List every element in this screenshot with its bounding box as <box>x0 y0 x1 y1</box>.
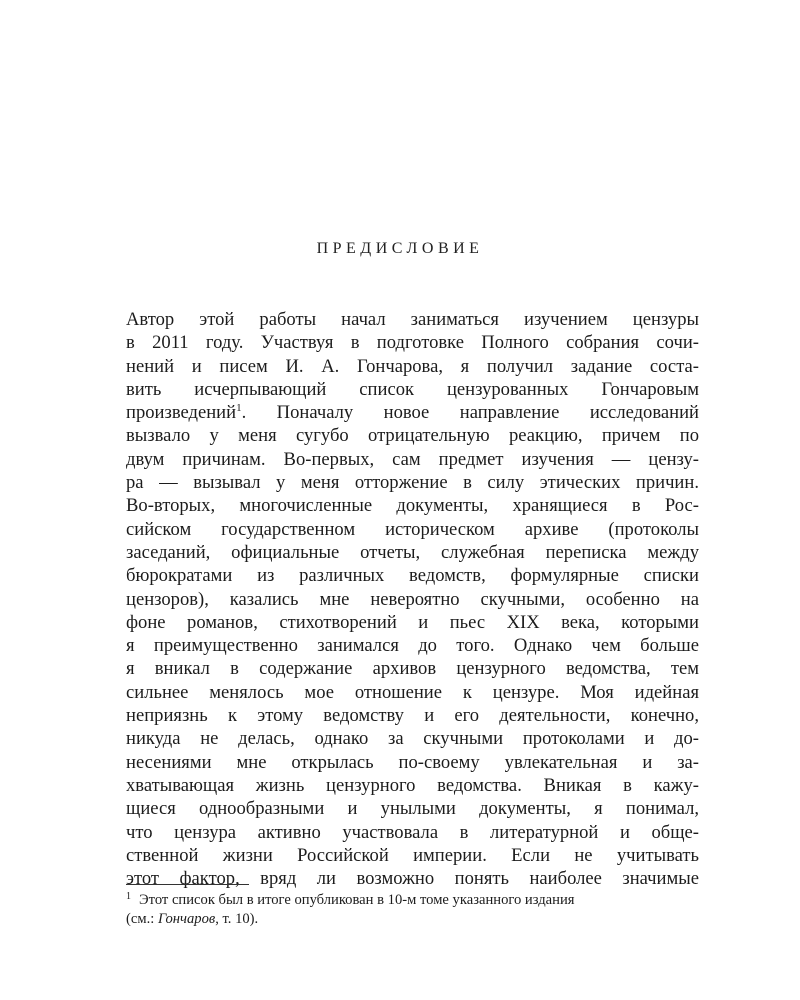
footnote-citation-author: Гончаров <box>157 911 216 927</box>
text-line: ственной жизни Российской империи. Если не учитывать <box>126 844 699 866</box>
text-line: Во-вторых, многочисленные документы, хранящиеся в Рос- <box>126 495 699 517</box>
text-line: вить исчерпывающий список цензурованных Гончаровым <box>126 378 699 400</box>
text-fragment: произведений <box>126 402 237 424</box>
text-line: несениями мне открылась по-своему увлекательная и за- <box>126 751 699 773</box>
footnote-text-prefix: (см.: <box>126 911 158 927</box>
text-line: ра — вызывал у меня отторжение в силу этических причин. <box>126 472 699 494</box>
text-line: сильнее менялось мое отношение к цензуре. Моя идейная <box>126 681 699 703</box>
text-line: этот фактор, вряд ли возможно понять наиболее значимые <box>126 868 699 890</box>
text-line: фоне романов, стихотворений и пьес XIX века, которыми <box>126 611 699 633</box>
text-line: что цензура активно участвовала в литературной и обще- <box>126 821 699 843</box>
footnote-text: Этот список был в итоге опубликован в 10-м томе указанного издания <box>139 892 575 908</box>
text-line: Автор этой работы начал заниматься изучением цензуры <box>126 309 699 330</box>
text-line: щиеся однообразными и унылыми документы, я понимал, <box>126 798 699 820</box>
text-line: нений и писем И. А. Гончарова, я получил задание соста- <box>126 355 699 377</box>
footnote <box>126 891 699 929</box>
text-line: цензоров), казались мне невероятно скучными, особенно на <box>126 588 699 610</box>
footnote-line <box>126 891 699 910</box>
footnote-text-suffix: , т. 10). <box>215 911 259 927</box>
text-line-with-footnote <box>126 401 699 424</box>
footnote-line <box>126 910 699 929</box>
text-line: я вникал в содержание архивов цензурного ведомства, тем <box>126 658 699 680</box>
text-line: в 2011 году. Участвуя в подготовке Полного собрания сочи- <box>126 332 699 354</box>
text-fragment: . Поначалу новое направление исследований <box>241 402 699 424</box>
body-text <box>126 308 699 890</box>
text-line: сийском государственном историческом архиве (протоколы <box>126 518 699 540</box>
text-line: никуда не делась, однако за скучными протоколами и до- <box>126 728 699 750</box>
text-line: бюрократами из различных ведомств, формулярные списки <box>126 565 699 587</box>
text-line: двум причинам. Во-первых, сам предмет изучения — цензу- <box>126 448 699 470</box>
footnote-divider <box>126 884 249 885</box>
text-line: я преимущественно занимался до того. Однако чем больше <box>126 635 699 657</box>
footnote-number: 1 <box>126 891 131 902</box>
text-line: заседаний, официальные отчеты, служебная переписка между <box>126 541 699 563</box>
footnote-reference[interactable]: 1 <box>236 402 242 415</box>
text-line: хватывающая жизнь цензурного ведомства. Вникая в кажу- <box>126 774 699 796</box>
text-line: вызвало у меня сугубо отрицательную реакцию, причем по <box>126 425 699 447</box>
chapter-title: ПРЕДИСЛОВИЕ <box>316 240 484 257</box>
text-line: неприязнь к этому ведомству и его деятельности, конечно, <box>126 705 699 727</box>
